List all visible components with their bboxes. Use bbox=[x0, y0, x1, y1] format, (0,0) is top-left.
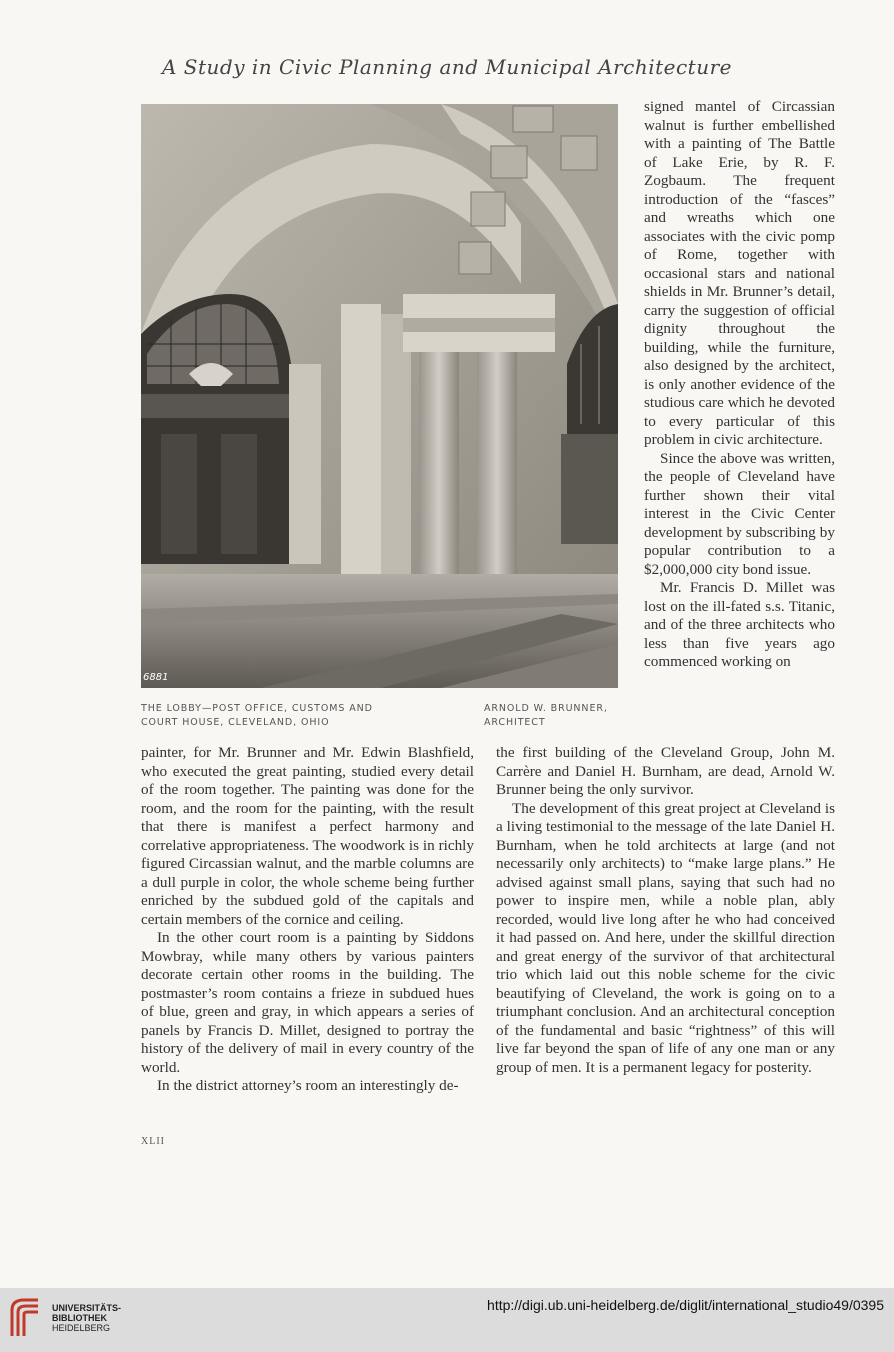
side-text-column bbox=[644, 98, 835, 672]
paragraph: Mr. Francis D. Millet was lost on the ill-fated s.s. Titanic, and of the three architects who less than five years ago commenced working on bbox=[644, 579, 835, 670]
library-name bbox=[52, 1303, 121, 1333]
right-text-column bbox=[496, 744, 835, 1077]
paragraph: In the other court room is a painting by Siddons Mowbray, while many others by various painters decorate certain other rooms in the building. The postmaster’s room contains a frieze in subdued hues of blue, green and gray, in which appears a series of panels by Francis D. Millet, designed to portray the history of the delivery of mail in every country of the world. bbox=[141, 929, 474, 1076]
source-url-link[interactable]: http://digi.ub.uni-heidelberg.de/diglit/international_studio49/0395 bbox=[487, 1297, 884, 1313]
library-name-line: BIBLIOTHEK bbox=[52, 1313, 107, 1323]
caption-line: ARCHITECT bbox=[484, 717, 546, 728]
paragraph: Since the above was written, the people of Cleveland have further shown their vital interest in the Civic Center development by subscribing by popular contribution to a $2,000,000 city bond issue. bbox=[644, 449, 835, 578]
plate-number: 6881 bbox=[143, 672, 169, 683]
running-head: A Study in Civic Planning and Municipal Architecture bbox=[162, 55, 732, 79]
left-text-column bbox=[141, 744, 474, 1096]
paragraph: In the district attorney’s room an interestingly de- bbox=[157, 1077, 459, 1094]
caption-line: COURT HOUSE, CLEVELAND, OHIO bbox=[141, 717, 330, 728]
photo-caption-title bbox=[141, 702, 441, 730]
library-name-line: HEIDELBERG bbox=[52, 1323, 111, 1333]
caption-line: ARNOLD W. BRUNNER, bbox=[484, 703, 608, 714]
university-library-logo-icon bbox=[8, 1296, 44, 1340]
paragraph: the first building of the Cleveland Group, John M. Carrère and Daniel H. Burnham, are dead, Arnold W. Brunner being the only survivor. bbox=[496, 744, 835, 798]
paragraph: signed mantel of Circassian walnut is further embellished with a painting of The Battle of Lake Erie, by R. F. Zogbaum. The frequent introduction of the “fasces” and wreaths which one associates with the civic pomp of Rome, together with occasional stars and national shields in Mr. Brunner’s detail, carry the suggestion of official dignity throughout the building, while the furniture, also designed by the architect, is only another evidence of the studious care which he devoted to every particular of this problem in civic architecture. bbox=[644, 98, 835, 448]
paragraph: The development of this great project at Cleveland is a living testimonial to the message of the late Daniel H. Burnham, when he told architects at large (and not necessarily only architects) to “make large plans.” He advised against small plans, saying that such had no power to inspire men, while a noble plan, ably recorded, would live long after he who had conceived it had passed on. And here, under the skillful direction and great energy of the survivor of that architectural trio which laid out this noble scheme for the civic beautifying of Cleveland, the work is going on to a triumphant conclusion. And an architectural conception of the fundamental and basic “rightness” of this will live far beyond the span of life of any one man or any group of men. It is a permanent legacy for posterity. bbox=[496, 799, 835, 1076]
photo-caption-architect bbox=[484, 702, 624, 730]
paragraph: painter, for Mr. Brunner and Mr. Edwin Blashfield, who executed the great painting, studied every detail of the room together. The painting was done for the room, and the room for the painting, with the result that there is manifest a perfect harmony and correlative appropriateness. The woodwork is in richly figured Circassian walnut, and the marble columns are a dull purple in color, the whole scheme being further enriched by the subdued gold of the capitals and certain members of the cornice and ceiling. bbox=[141, 744, 474, 928]
page-folio: XLII bbox=[141, 1136, 165, 1147]
lobby-photograph bbox=[141, 104, 618, 688]
library-name-line: UNIVERSITÄTS- bbox=[52, 1303, 122, 1313]
caption-line: THE LOBBY—POST OFFICE, CUSTOMS AND bbox=[141, 703, 373, 714]
